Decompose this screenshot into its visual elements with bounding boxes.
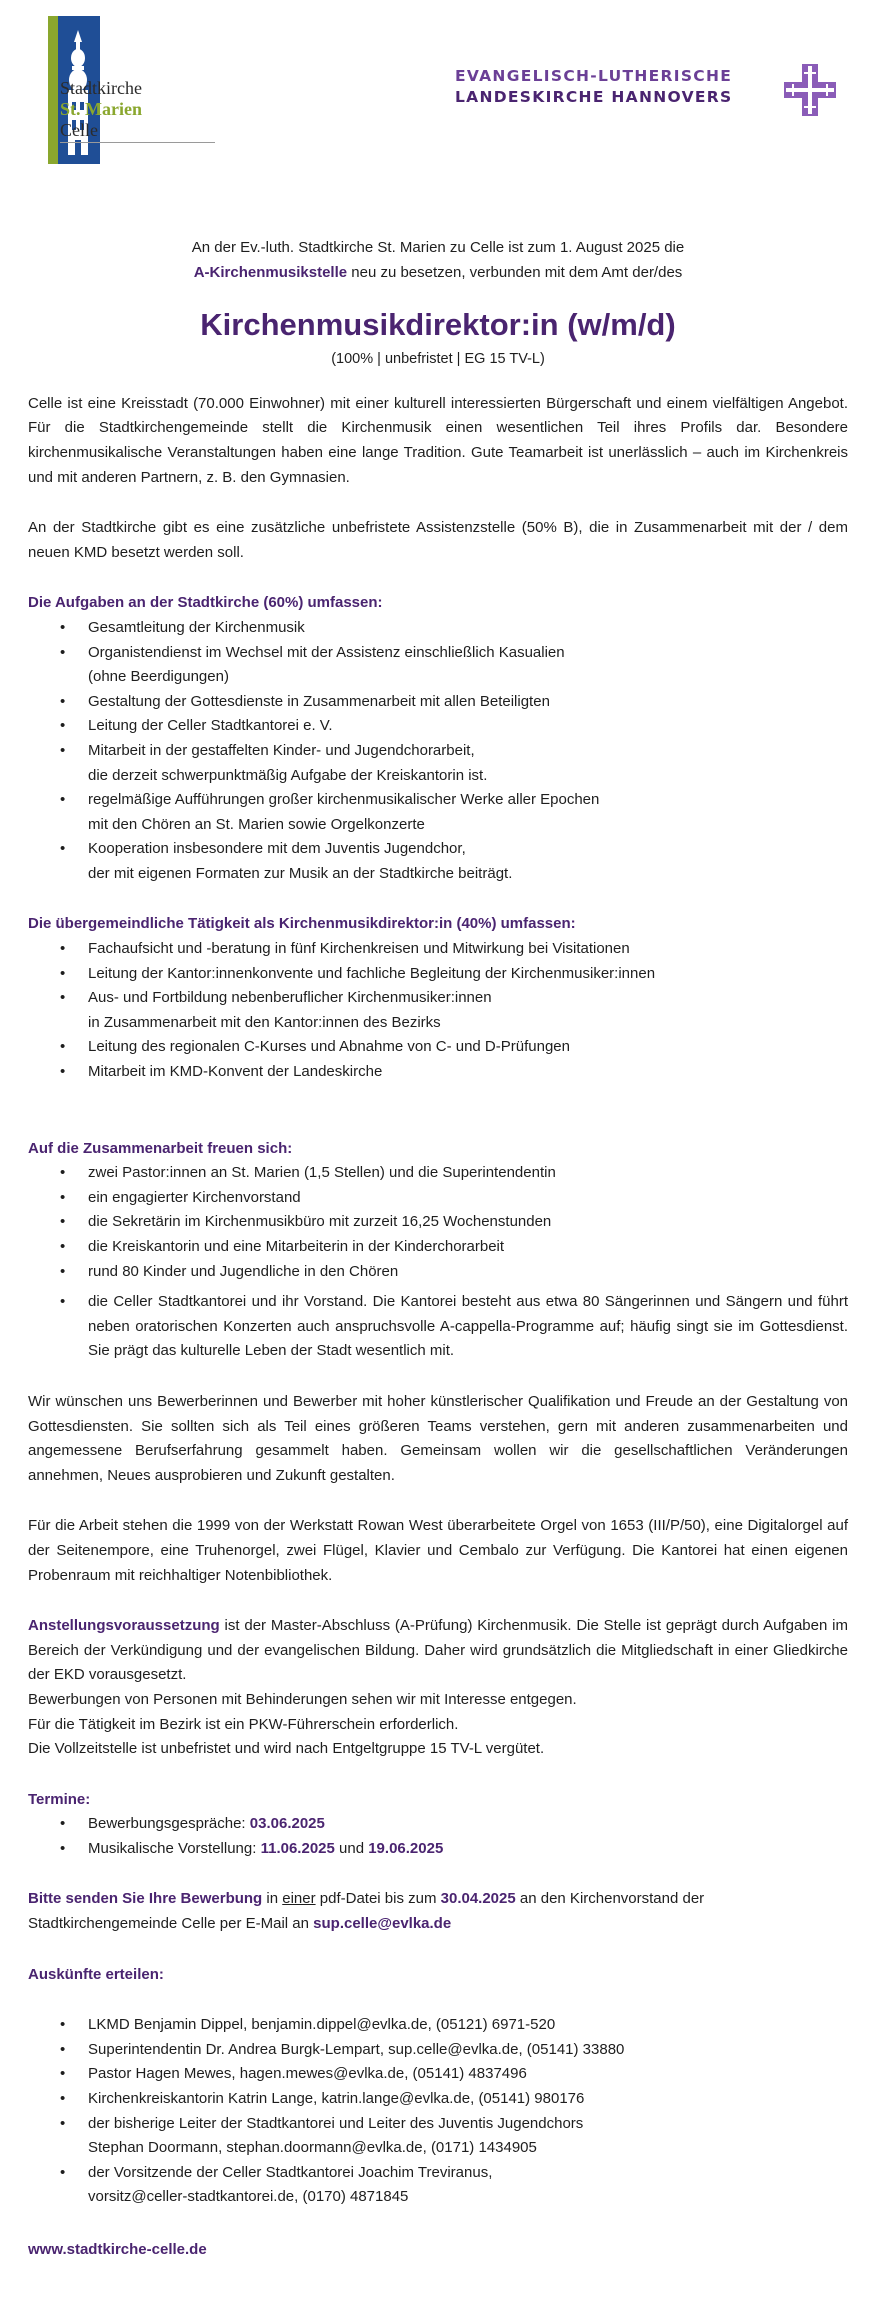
requirements-label: Anstellungsvoraussetzung [28, 1617, 220, 1635]
list-item [58, 788, 848, 837]
list-item-line: • Mitarbeit im KMD-Konvent der Landeskirche [88, 1063, 383, 1081]
list-item [58, 714, 848, 739]
requirements [28, 1614, 848, 1762]
list-item-line: vorsitz@celler-stadtkantorei.de, (0170) 4871845 [88, 2188, 409, 2206]
list-item-line: • die Sekretärin im Kirchenmusikbüro mit zurzeit 16,25 Wochenstunden [88, 1213, 552, 1231]
dates-list [58, 1812, 848, 1861]
audition-date-1: 11.06.2025 [260, 1839, 335, 1857]
audition-and: und [334, 1839, 369, 1857]
list-item-line: • Pastor Hagen Mewes, hagen.mewes@evlka.de, (05141) 4837496 [88, 2065, 527, 2083]
page-subtitle: (100% | unbefristet | EG 15 TV-L) [331, 351, 545, 368]
apply-t1: in [262, 1890, 283, 1908]
list-item-line: • Leitung des regionalen C-Kurses und Abnahme von C- und D-Prüfungen [88, 1038, 570, 1056]
assistant-paragraph: An der Stadtkirche gibt es eine zusätzliche unbefristete Assistenzstelle (50% B), die in Zusammenarbeit mit der / dem neuen KMD besetzt werden soll. [28, 519, 848, 561]
landeskirche-line2: LANDESKIRCHE HANNOVERS [455, 88, 733, 106]
requirements-line3: Für die Tätigkeit im Bezirk ist ein PKW-Führerschein erforderlich. [28, 1715, 459, 1733]
position-name: A-Kirchenmusikstelle [193, 263, 348, 281]
job-posting [28, 236, 848, 2263]
list-item [58, 937, 848, 962]
list-item-line: • Gesamtleitung der Kirchenmusik [88, 618, 305, 636]
tasks-regional-list [58, 937, 848, 1085]
list-item-line: • Aus- und Fortbildung nebenberuflicher Kirchenmusiker:innen [88, 989, 492, 1007]
church-logo-line1: Stadtkirche [60, 78, 142, 98]
apply-underlined: einer [282, 1890, 316, 1908]
apply-t2: pdf-Datei bis zum [315, 1890, 441, 1908]
list-item-line: • LKMD Benjamin Dippel, benjamin.dippel@evlka.de, (05121) 6971-520 [88, 2016, 556, 2034]
requirements-lead [28, 1614, 848, 1688]
list-item-line: • Kooperation insbesondere mit dem Juventis Jugendchor, [88, 840, 466, 858]
list-item-line: • Kirchenkreiskantorin Katrin Lange, katrin.lange@evlka.de, (05141) 980176 [88, 2090, 585, 2108]
list-item-line: • der bisherige Leiter der Stadtkantorei und Leiter des Juventis Jugendchors [88, 2114, 584, 2132]
requirements-line4: Die Vollzeitstelle ist unbefristet und wird nach Entgeltgruppe 15 TV-L vergütet. [28, 1740, 545, 1758]
list-item-line: • Leitung der Celler Stadtkantorei e. V. [88, 717, 333, 735]
wish-paragraph: Wir wünschen uns Bewerberinnen und Bewerber mit hoher künstlerischer Qualifikation und Freude an der Gestaltung von Gottesdiensten. Sie sollten sich als Teil eines größeren Teams verstehen, gern mit anderen zusammenarbeiten und angemessene Berufserfahrung gesammelt haben. Gemeinsam wollen wir die gesellschaftlichen Veränderungen annehmen, Neues ausprobieren und Zukunft gestalten. [28, 1392, 848, 1484]
tasks-church-title: Die Aufgaben an der Stadtkirche (60%) umfassen: [28, 594, 383, 612]
list-item [58, 2161, 848, 2210]
list-item [58, 1260, 848, 1285]
date-audition [58, 1837, 848, 1862]
logo-divider [60, 142, 215, 143]
list-item: • die Celler Stadtkantorei und ihr Vorstand. Die Kantorei besteht aus etwa 80 Sängerinnen und Sängern und führt neben oratorischen Konzerten auch anspruchsvolle A-cappella-Programme auf; häufig singt sie im Gottesdienst. Sie prägt das kulturelle Leben der Stadt wesentlich mit. [58, 1290, 848, 1364]
audition-date-2: 19.06.2025 [368, 1839, 444, 1857]
list-item [58, 2087, 848, 2112]
date-interviews [58, 1812, 848, 1837]
landeskirche-logo-text [455, 66, 775, 108]
interviews-date: 03.06.2025 [249, 1815, 325, 1833]
contacts-list [58, 2013, 848, 2210]
intro-line1: An der Ev.-luth. Stadtkirche St. Marien zu Celle ist zum 1. August 2025 die [191, 239, 685, 256]
requirements-line2: Bewerbungen von Personen mit Behinderungen sehen wir mit Interesse entgegen. [28, 1690, 577, 1708]
apply-t3: an den Kirchenvorstand der Stadtkirchengemeinde Celle per E-Mail an [28, 1890, 705, 1933]
list-item-line: (ohne Beerdigungen) [88, 668, 229, 686]
list-item [58, 2062, 848, 2087]
list-item-line: • die Kreiskantorin und eine Mitarbeiterin in der Kinderchorarbeit [88, 1238, 505, 1255]
intro [28, 236, 848, 285]
cross-icon [784, 64, 836, 116]
list-item-line: in Zusammenarbeit mit den Kantor:innen des Bezirks [88, 1013, 441, 1031]
instruments-paragraph: Für die Arbeit stehen die 1999 von der Werkstatt Rowan West überarbeitete Orgel von 1653 (III/P/50), eine Digitalorgel auf der Seitenempore, eine Truhenorgel, zwei Flügel, Klavier und Cembalo zur Verfügung. Die Kantorei hat einen eigenen Probenraum mit reichhaltiger Notenbibliothek. [28, 1517, 848, 1584]
list-item [58, 962, 848, 987]
list-item-line: • Fachaufsicht und -beratung in fünf Kirchenkreisen und Mitwirkung bei Visitationen [88, 940, 630, 958]
list-item [58, 986, 848, 1035]
church-logo-line2: St. Marien [60, 99, 142, 119]
page-title: Kirchenmusikdirektor:in (w/m/d) [200, 307, 676, 343]
page-header [0, 0, 876, 170]
contacts-title: Auskünfte erteilen: [28, 1965, 164, 1983]
interviews-label: Bewerbungsgespräche: [88, 1815, 250, 1833]
list-item-line: • Leitung der Kantor:innenkonvente und fachliche Begleitung der Kirchenmusiker:innen [88, 964, 656, 982]
list-item [58, 1060, 848, 1085]
apply-lead: Bitte senden Sie Ihre Bewerbung [28, 1890, 263, 1908]
audition-label: Musikalische Vorstellung: [88, 1839, 261, 1857]
team-list [58, 1161, 848, 1284]
website-link[interactable]: www.stadtkirche-celle.de [28, 2241, 207, 2258]
church-logo-text [60, 78, 142, 141]
list-item [58, 2112, 848, 2161]
list-item [58, 1235, 848, 1260]
team-list-last [58, 1290, 848, 1364]
list-item-line: • Superintendentin Dr. Andrea Burgk-Lempart, sup.celle@evlka.de, (05141) 33880 [88, 2040, 625, 2058]
list-item [58, 1186, 848, 1211]
list-item [58, 2013, 848, 2038]
apply-email-link[interactable]: sup.celle@evlka.de [313, 1915, 452, 1933]
list-item [58, 1161, 848, 1186]
church-logo-line3: Celle [60, 120, 98, 140]
list-item-line: die derzeit schwerpunktmäßig Aufgabe der Kreiskantorin ist. [88, 766, 488, 784]
list-item [58, 1035, 848, 1060]
list-item-line: • Mitarbeit in der gestaffelten Kinder- und Jugendchorarbeit, [88, 741, 475, 759]
list-item-line: • Organistendienst im Wechsel mit der Assistenz einschließlich Kasualien [88, 643, 565, 661]
list-item [58, 616, 848, 641]
intro-line2 [28, 261, 848, 286]
list-item [58, 1210, 848, 1235]
tasks-church-list [58, 616, 848, 887]
list-item-line: • zwei Pastor:innen an St. Marien (1,5 Stellen) und die Superintendentin [88, 1164, 556, 1182]
list-item-line: • rund 80 Kinder und Jugendliche in den Chören [88, 1262, 399, 1280]
list-item-line: • ein engagierter Kirchenvorstand [88, 1188, 301, 1206]
team-title: Auf die Zusammenarbeit freuen sich: [28, 1139, 293, 1157]
list-item-line: • Gestaltung der Gottesdienste in Zusammenarbeit mit allen Beteiligten [88, 692, 550, 710]
landeskirche-line1: EVANGELISCH-LUTHERISCHE [455, 67, 733, 85]
list-item [58, 690, 848, 715]
dates-title: Termine: [28, 1790, 91, 1808]
list-item-line: mit den Chören an St. Marien sowie Orgelkonzerte [88, 815, 425, 833]
intro-line2-rest: neu zu besetzen, verbunden mit dem Amt der/des [347, 263, 683, 281]
tasks-regional-title: Die übergemeindliche Tätigkeit als Kirchenmusikdirektor:in (40%) umfassen: [28, 915, 576, 933]
apply-deadline: 30.04.2025 [440, 1890, 516, 1908]
list-item [58, 837, 848, 886]
list-item-line: Stephan Doormann, stephan.doormann@evlka.de, (0171) 1434905 [88, 2139, 537, 2157]
list-item-line: der mit eigenen Formaten zur Musik an der Stadtkirche beiträgt. [88, 864, 513, 882]
list-item [58, 739, 848, 788]
apply-paragraph [28, 1887, 848, 1936]
list-item [58, 2038, 848, 2063]
list-item-line: • regelmäßige Aufführungen großer kirchenmusikalischer Werke aller Epochen [88, 791, 600, 809]
list-item [58, 641, 848, 690]
city-paragraph: Celle ist eine Kreisstadt (70.000 Einwohner) mit einer kulturell interessierten Bürgerschaft und einem vielfältigen Angebot. Für die Stadtkirchengemeinde stellt die Kirchenmusik einen wesentlichen Teil ihres Profils dar. Besondere kirchenmusikalische Veranstaltungen haben eine lange Tradition. Gute Teamarbeit ist unerlässlich – auch im Kirchenkreis und mit anderen Partnern, z. B. den Gymnasien. [28, 394, 848, 486]
list-item-line: • der Vorsitzende der Celler Stadtkantorei Joachim Treviranus, [88, 2163, 493, 2181]
requirements-text: ist der Master-Abschluss (A-Prüfung) Kirchenmusik. Die Stelle ist geprägt durch Aufgaben im Bereich der Verkündigung und der evangelischen Bildung. Daher wird grundsätzlich die Mitgliedschaft in einer Gliedkirche der EKD vorausgesetzt. [28, 1617, 848, 1684]
